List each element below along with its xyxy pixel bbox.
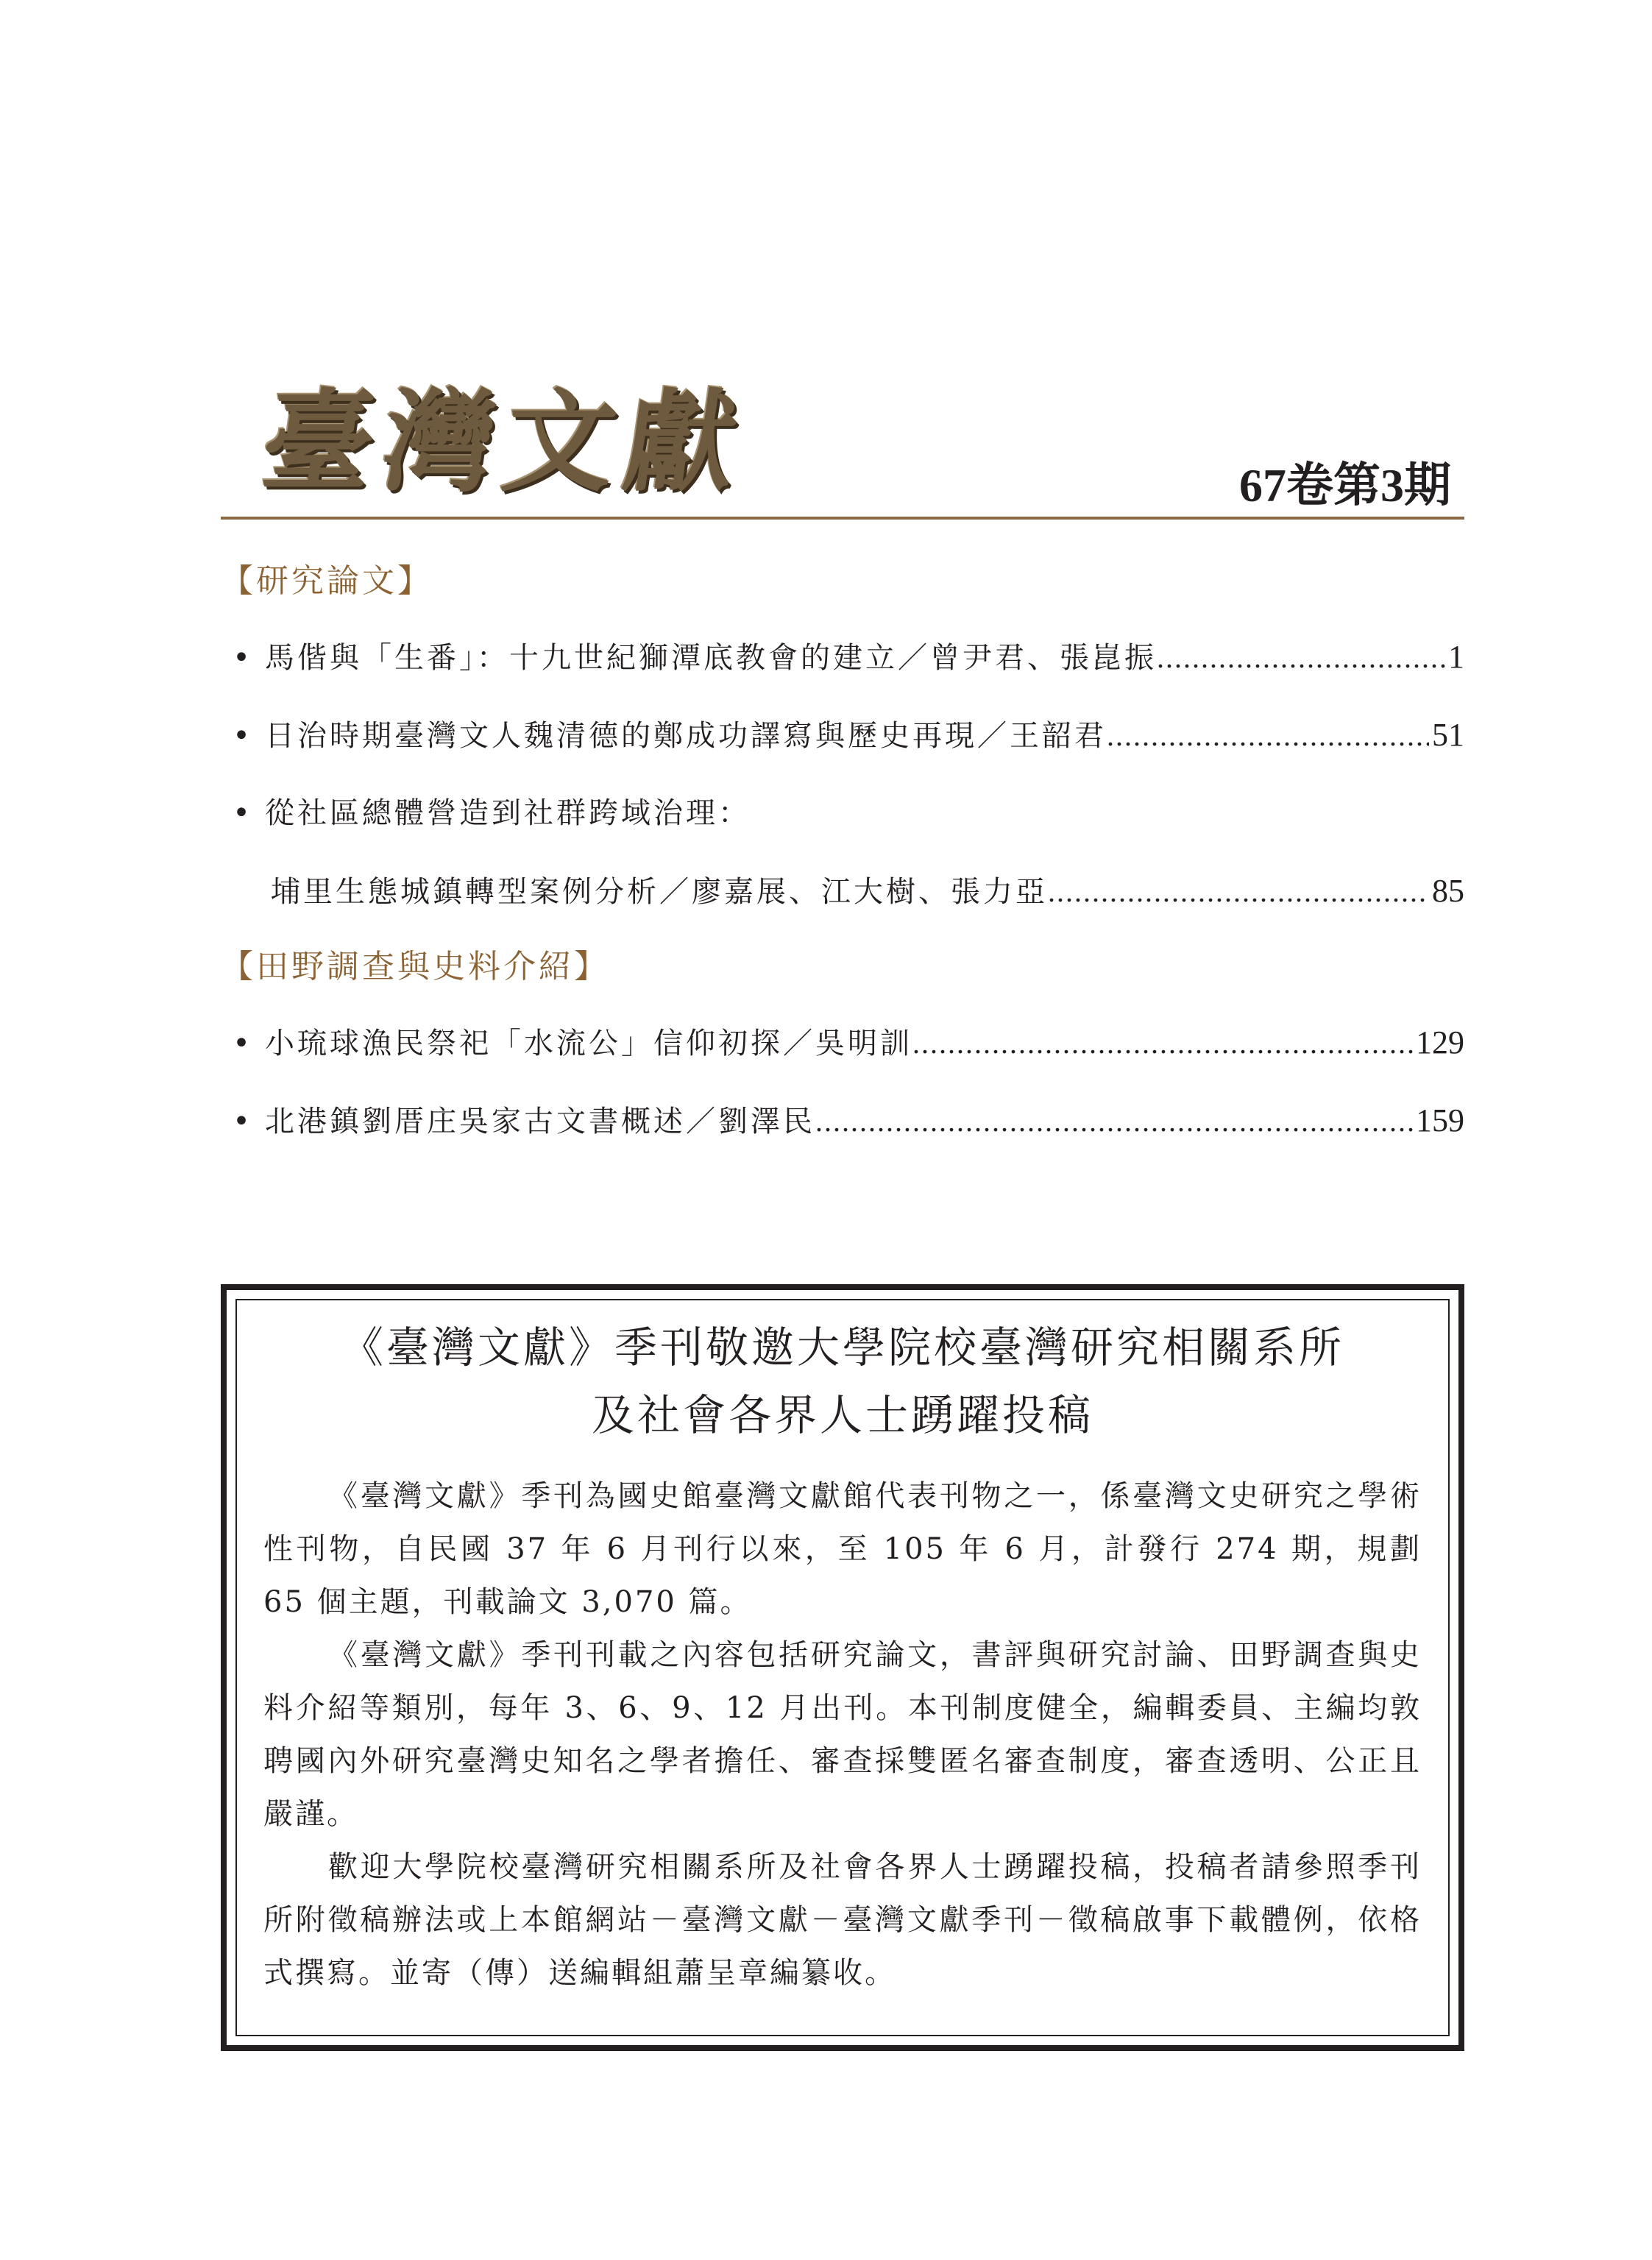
toc-entry[interactable] — [221, 696, 1464, 774]
bullet: • — [233, 1105, 253, 1138]
bullet: • — [233, 796, 253, 830]
toc-entry-page: 1 — [1448, 639, 1464, 675]
issue-number: 67卷第3期 — [1239, 459, 1451, 511]
toc-entry-title: 埔里生態城鎮轉型案例分析／廖嘉展、江大樹、張力亞 — [271, 875, 1048, 909]
toc-entry[interactable] — [221, 618, 1464, 696]
bullet: • — [233, 719, 253, 753]
journal-logo-text: 臺灣文獻 — [254, 378, 756, 507]
table-of-contents — [221, 545, 1464, 1160]
notice-title-line-1: 《臺灣文獻》季刊敬邀大學院校臺灣研究相關系所 — [340, 1322, 1344, 1372]
notice-body — [221, 1449, 1464, 1999]
notice-paragraph: 歡迎大學院校臺灣研究相關系所及社會各界人士踴躍投稿，投稿者請參照季刊所附徵稿辦法或上本館網站－臺灣文獻－臺灣文獻季刊－徵稿啟事下載體例，依格式撰寫。並寄（傳）送編輯組蕭呈章編纂收。 — [263, 1850, 1422, 1990]
journal-logo — [254, 353, 756, 512]
section-heading-fieldwork: 【田野調查與史料介紹】 — [221, 948, 609, 985]
toc-entry-page: 85 — [1432, 873, 1464, 909]
toc-entry-continuation[interactable] — [221, 852, 1464, 930]
masthead — [221, 346, 1464, 523]
bullet: • — [233, 641, 253, 675]
dot-leader — [1107, 697, 1429, 775]
section-heading-research: 【研究論文】 — [221, 562, 433, 600]
toc-entry-title: 小琉球漁民祭祀「水流公」信仰初探／吳明訓 — [265, 1027, 912, 1060]
toc-entry[interactable] — [221, 1004, 1464, 1082]
dot-leader — [815, 1083, 1413, 1161]
toc-entry[interactable] — [221, 774, 1464, 852]
header-rule — [221, 517, 1464, 520]
dot-leader — [1157, 619, 1445, 697]
toc-entry-title: 馬偕與「生番」：十九世紀獅潭底教會的建立／曾尹君、張崑振 — [265, 641, 1157, 675]
dot-leader — [1048, 853, 1429, 931]
notice-title — [221, 1314, 1464, 1449]
bullet: • — [233, 1027, 253, 1060]
toc-entry-page: 51 — [1432, 717, 1464, 753]
call-for-papers-content — [221, 1284, 1464, 1999]
toc-entry-title: 日治時期臺灣文人魏清德的鄭成功譯寫與歷史再現／王韶君 — [265, 719, 1107, 753]
toc-entry-page: 129 — [1416, 1024, 1464, 1060]
notice-paragraph: 《臺灣文獻》季刊刊載之內容包括研究論文，書評與研究討論、田野調查與史料介紹等類別，每年 3、6、9、12 月出刊。本刊制度健全，編輯委員、主編均敦聘國內外研究臺灣史知名之學者擔任、審查採雙匿名審查制度，審查透明、公正且嚴謹。 — [263, 1638, 1422, 1831]
dot-leader — [912, 1005, 1413, 1083]
toc-entry-title: 從社區總體營造到社群跨域治理： — [265, 796, 751, 830]
toc-entry-title: 北港鎮劉厝庄吳家古文書概述／劉澤民 — [265, 1105, 815, 1138]
toc-entry-page: 159 — [1416, 1102, 1464, 1138]
notice-title-line-2: 及社會各界人士踴躍投稿 — [591, 1390, 1093, 1440]
toc-entry[interactable] — [221, 1082, 1464, 1160]
notice-paragraph: 《臺灣文獻》季刊為國史館臺灣文獻館代表刊物之一，係臺灣文史研究之學術性刊物，自民國 37 年 6 月刊行以來，至 105 年 6 月，計發行 274 期，規劃 65 個主題，刊載論文 3,070 篇。 — [263, 1479, 1422, 1619]
